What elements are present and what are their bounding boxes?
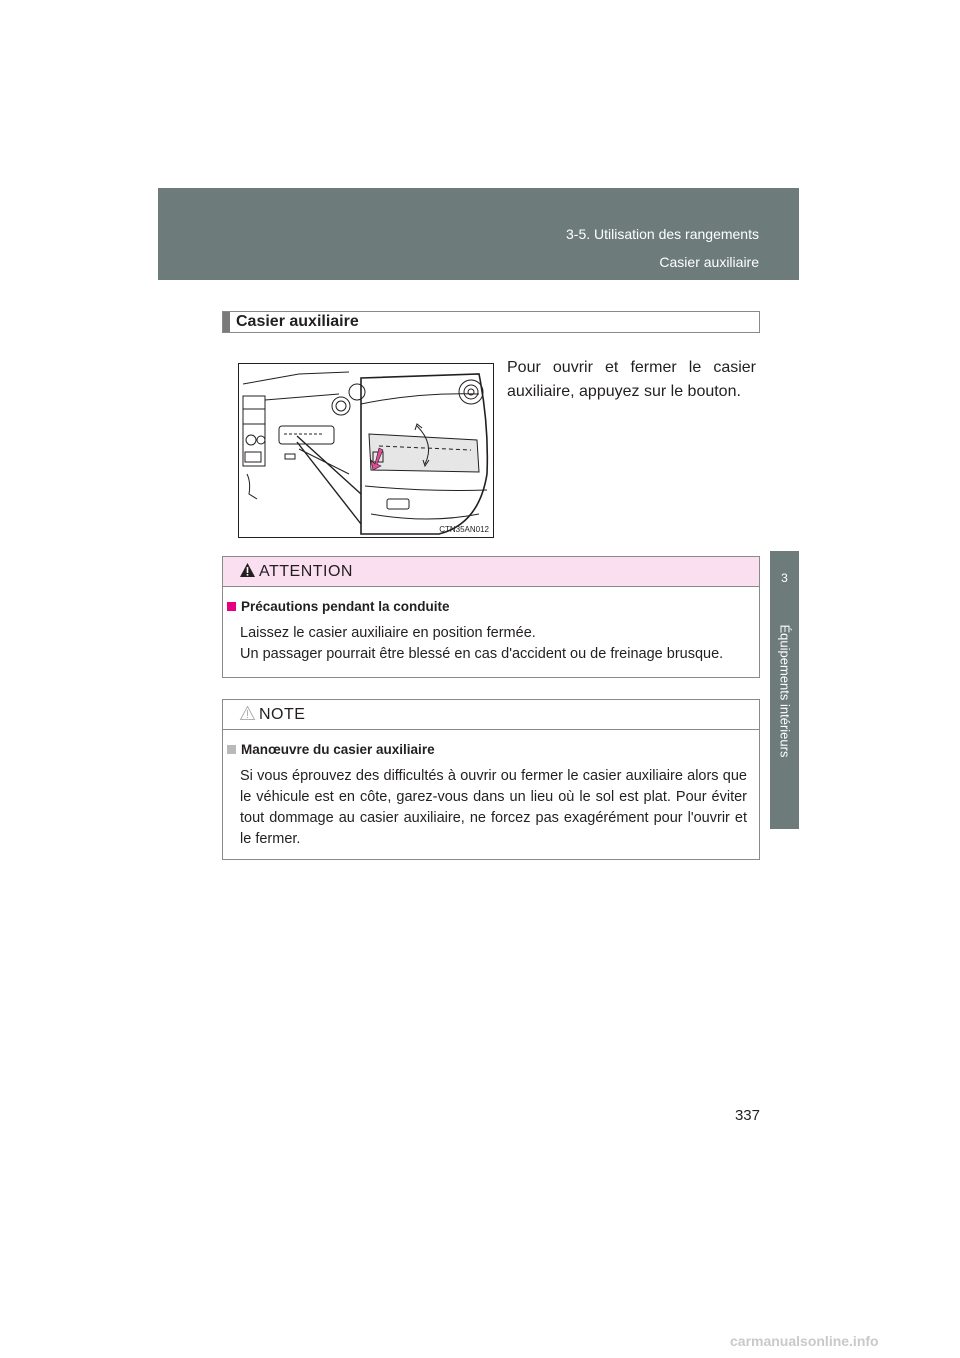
page-number: 337 bbox=[734, 1107, 760, 1124]
attention-body bbox=[240, 623, 747, 665]
note-header bbox=[223, 700, 759, 730]
attention-label: ATTENTION bbox=[259, 563, 353, 580]
illustration-code: CTN35AN012 bbox=[439, 525, 489, 534]
attention-line-1: Laissez le casier auxiliaire en position fermée. bbox=[240, 625, 536, 641]
glovebox-drawing bbox=[239, 364, 493, 537]
watermark: carmanualsonline.info bbox=[730, 1333, 879, 1349]
section-heading bbox=[222, 311, 760, 333]
note-item-title-text: Manœuvre du casier auxiliaire bbox=[241, 742, 435, 757]
note-item-title bbox=[227, 742, 435, 757]
attention-header bbox=[223, 557, 759, 587]
chapter-side-tab bbox=[770, 551, 799, 829]
dashboard-illustration bbox=[238, 363, 494, 538]
warning-triangle-icon bbox=[239, 562, 256, 578]
attention-box bbox=[222, 556, 760, 678]
attention-item-title bbox=[227, 599, 450, 614]
section-heading-bar bbox=[223, 312, 230, 332]
attention-line-2: Un passager pourrait être blessé en cas d'accident ou de freinage brusque. bbox=[240, 646, 724, 662]
square-bullet-icon bbox=[227, 745, 236, 754]
attention-item-title-text: Précautions pendant la conduite bbox=[241, 599, 450, 614]
note-box bbox=[222, 699, 760, 860]
header-subsection-title: Casier auxiliaire bbox=[659, 254, 759, 270]
caution-triangle-icon bbox=[239, 705, 256, 721]
intro-paragraph: Pour ouvrir et fermer le casier auxiliaire, appuyez sur le bouton. bbox=[507, 359, 756, 400]
section-title: Casier auxiliaire bbox=[236, 313, 359, 330]
note-body: Si vous éprouvez des difficultés à ouvrir ou fermer le casier auxiliaire alors que le véhicule est en côte, garez-vous dans un lieu où le sol est plat. Pour éviter tout dommage au casier auxiliaire, ne forcez pas exagérément pour l'ouvrir et le fermer. bbox=[240, 768, 747, 847]
header-band bbox=[158, 188, 799, 280]
square-bullet-icon bbox=[227, 602, 236, 611]
note-label: NOTE bbox=[259, 706, 306, 723]
header-section-title: 3-5. Utilisation des rangements bbox=[566, 226, 759, 242]
chapter-label: Équipements intérieurs bbox=[777, 624, 792, 758]
chapter-number: 3 bbox=[781, 571, 788, 585]
